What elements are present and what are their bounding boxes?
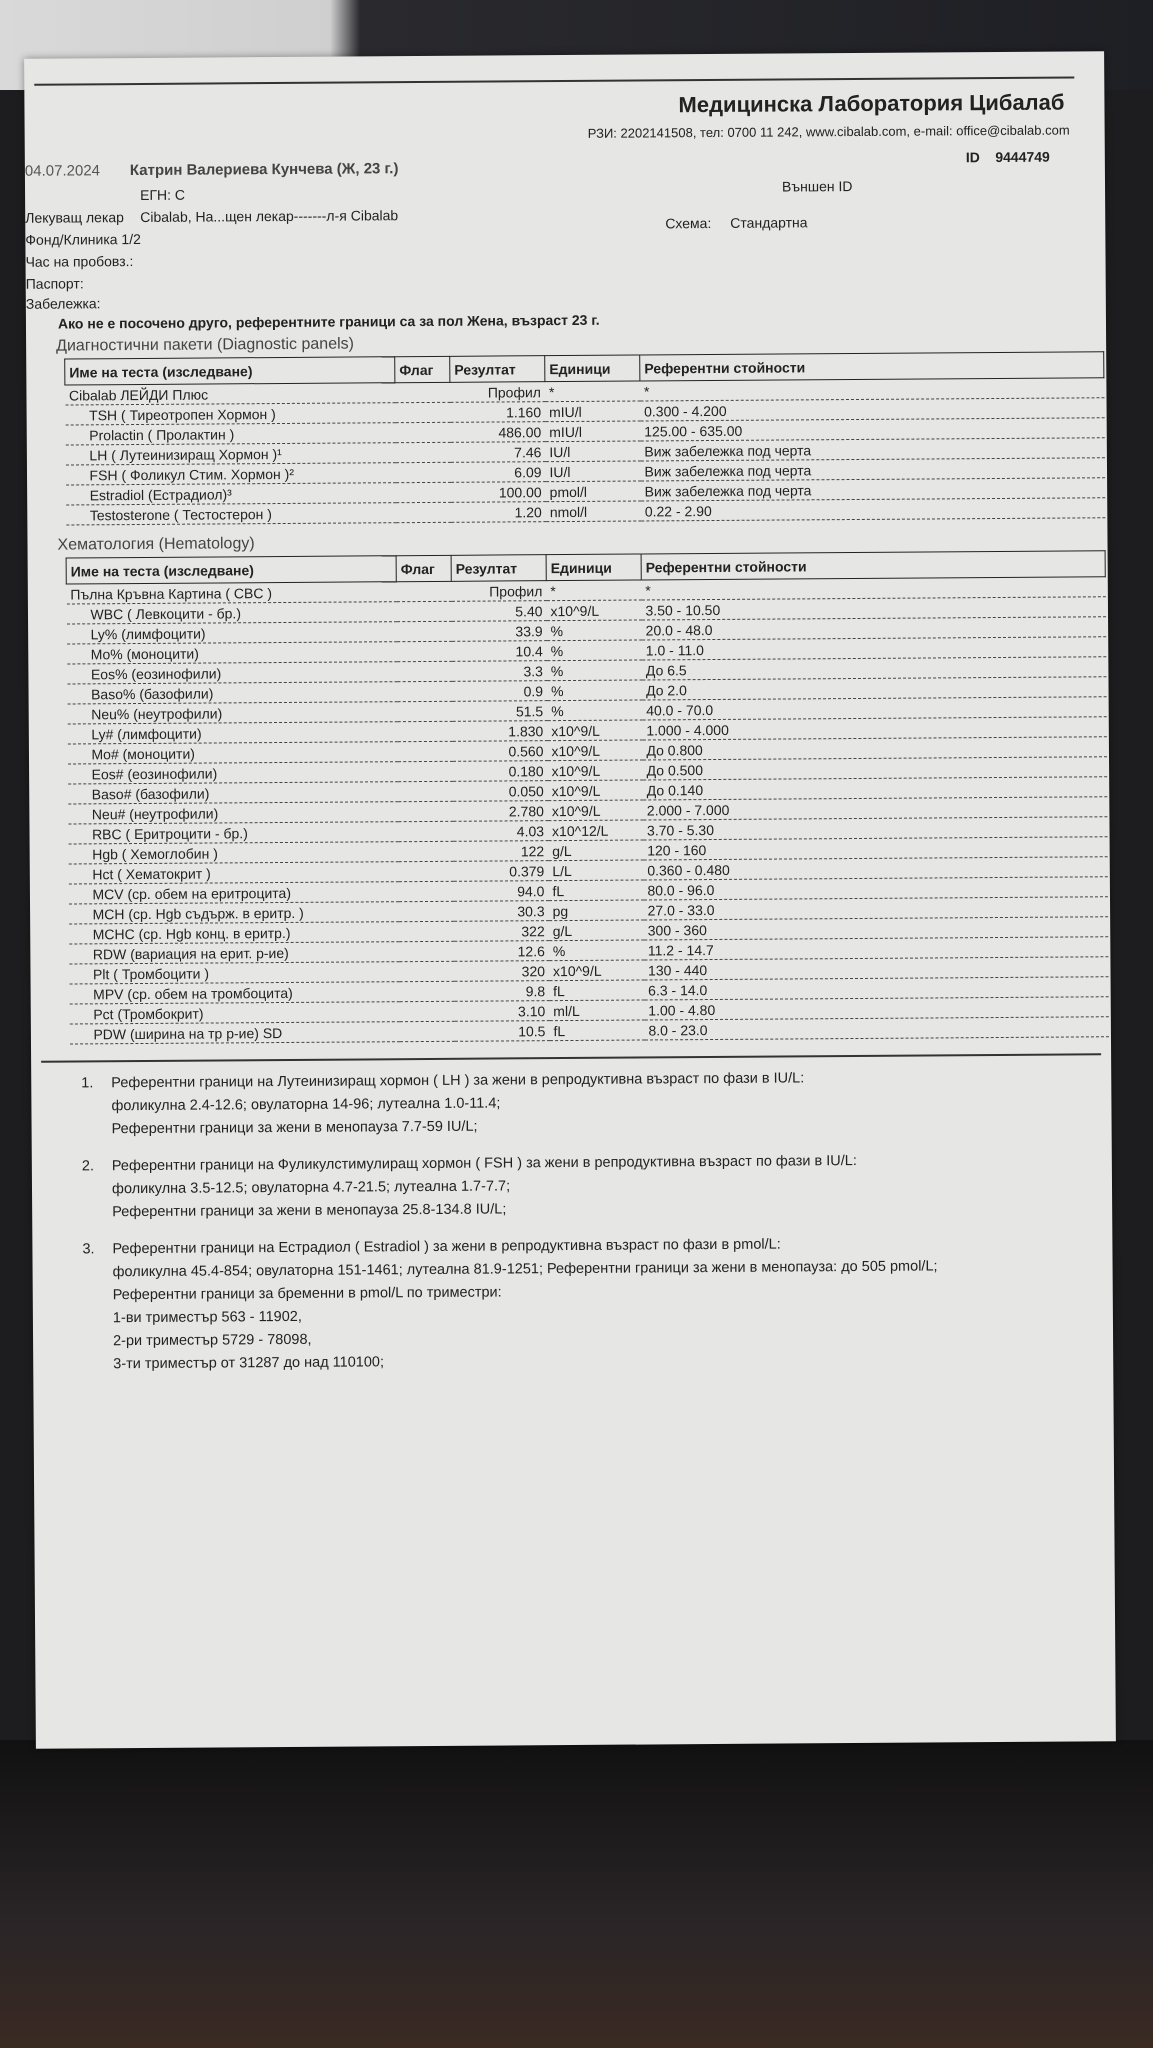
footnote-line: Референтни граници за жени в менопауза 25.8-134.8 IU/L; [112, 1201, 507, 1221]
reference-range: Виж забележка под черта [641, 478, 1105, 501]
test-name: TSH ( Тиреотропен Хормон ) [65, 403, 395, 425]
units: mIU/l [545, 421, 640, 442]
col-reference: Референтни стойности [640, 352, 1104, 381]
top-rule [34, 76, 1074, 85]
units: x10^12/L [548, 820, 643, 841]
reference-range: 3.50 - 10.50 [641, 597, 1105, 620]
flag [398, 761, 453, 781]
test-name: Ly% (лимфоцити) [67, 622, 397, 644]
flag [398, 781, 453, 801]
flag [398, 881, 453, 901]
units: % [547, 660, 642, 681]
test-name: LH ( Лутеинизиращ Хормон )¹ [65, 443, 395, 465]
units: nmol/l [546, 501, 641, 522]
result-value: 1.160 [450, 402, 545, 423]
sampling-time-label: Час на пробовз.: [25, 253, 134, 270]
result-value: 0.560 [452, 741, 547, 762]
footnote-line: фоликулна 45.4-854; овулаторна 151-1461; лутеална 81.9-1251; Референтни граници за жени в менопауза: до 505 pmol/L; [112, 1258, 938, 1281]
col-flag: Флаг [395, 356, 450, 382]
units: IU/l [545, 461, 640, 482]
reference-range: * [640, 378, 1104, 401]
result-value: Профил [451, 581, 546, 602]
result-value: 100.00 [451, 482, 546, 503]
col-name: Име на теста (изследване) [65, 357, 395, 385]
test-name: RBC ( Еритроцити - бр.) [68, 822, 398, 844]
footnote-number: 2. [81, 1158, 94, 1175]
test-name: Baso# (базофили) [68, 782, 398, 804]
flag [399, 961, 454, 981]
reference-range: 1.000 - 4.000 [642, 717, 1106, 740]
flag [399, 901, 454, 921]
reference-range: 130 - 440 [644, 957, 1108, 980]
result-value: 94.0 [453, 881, 548, 902]
units: mIU/l [545, 401, 640, 422]
result-value: 0.180 [453, 761, 548, 782]
test-name: Neu% (неутрофили) [67, 702, 397, 724]
result-value: 122 [453, 841, 548, 862]
col-units: Единици [545, 355, 640, 382]
units: % [549, 940, 644, 961]
flag [397, 641, 452, 661]
footnote-line: 2-ри триместър 5729 - 78098, [113, 1331, 312, 1350]
flag [395, 422, 450, 442]
units: x10^9/L [547, 720, 642, 741]
fund-label: Фонд/Клиника 1/2 [25, 230, 141, 248]
test-name: Estradiol (Естрадиол)³ [66, 483, 396, 505]
flag [399, 921, 454, 941]
units: x10^9/L [548, 760, 643, 781]
flag [397, 681, 452, 701]
units: x10^9/L [548, 780, 643, 801]
test-name: MCH (ср. Hgb съдърж. в еритр. ) [69, 902, 399, 924]
result-value: 4.03 [453, 821, 548, 842]
footnote-line: Референтни граници за бременни в pmol/L по триместри: [112, 1284, 502, 1304]
test-name: Пълна Кръвна Картина ( CBC ) [66, 582, 396, 604]
units: g/L [549, 920, 644, 941]
result-value: 1.830 [452, 721, 547, 742]
scheme-value: Стандартна [730, 214, 808, 231]
flag [398, 861, 453, 881]
reference-range: 0.300 - 4.200 [640, 398, 1104, 421]
units: L/L [548, 860, 643, 881]
doctor-label: Лекуващ лекар [25, 209, 124, 226]
footnote-rule [41, 1053, 1101, 1062]
hematology-section-title: Хематология (Hematology) [57, 535, 255, 554]
reference-range: 300 - 360 [644, 917, 1108, 940]
units: x10^9/L [548, 800, 643, 821]
diagnostic-section-title: Диагностични пакети (Diagnostic panels) [56, 335, 355, 355]
footnote-line: 3-ти триместър от 31287 до над 110100; [113, 1354, 385, 1373]
test-name: Eos% (еозинофили) [67, 662, 397, 684]
units: ml/L [549, 1000, 644, 1021]
flag [398, 821, 453, 841]
reference-range: 1.0 - 11.0 [642, 637, 1106, 660]
passport-label: Паспорт: [25, 275, 84, 292]
flag [398, 801, 453, 821]
reference-range: 0.360 - 0.480 [643, 857, 1107, 880]
col-flag: Флаг [396, 555, 451, 581]
flag [397, 661, 452, 681]
test-name: Baso% (базофили) [67, 682, 397, 704]
footnote-line: 1-ви триместър 563 - 11902, [112, 1308, 302, 1327]
reference-range: 20.0 - 48.0 [642, 617, 1106, 640]
flag [396, 502, 451, 522]
result-value: 51.5 [452, 701, 547, 722]
footnote-line: Референтни граници на Фуликулстимулиращ хормон ( FSH ) за жени в репродуктивна възраст по фази в IU/L: [111, 1153, 857, 1175]
footnote-line: Референтни граници за жени в менопауза 7.7-59 IU/L; [111, 1118, 478, 1138]
result-value: 12.6 [454, 941, 549, 962]
units: fL [548, 880, 643, 901]
units: % [547, 640, 642, 661]
result-value: 7.46 [450, 442, 545, 463]
result-value: 3.10 [454, 1001, 549, 1022]
footnotes [81, 1065, 1113, 1376]
units: x10^9/L [547, 740, 642, 761]
flag [397, 741, 452, 761]
test-name: Ly# (лимфоцити) [67, 722, 397, 744]
report-date: 04.07.2024 [24, 162, 101, 180]
egn-label: ЕГН: С [140, 186, 186, 203]
reference-range: 125.00 - 635.00 [640, 418, 1104, 441]
result-value: 486.00 [450, 422, 545, 443]
units: g/L [548, 840, 643, 861]
result-value: 9.8 [454, 981, 549, 1002]
note-label: Забележка: [25, 295, 101, 312]
reference-range: 6.3 - 14.0 [644, 977, 1108, 1000]
reference-range: 80.0 - 96.0 [643, 877, 1107, 900]
test-name: Eos# (еозинофили) [68, 762, 398, 784]
units: % [547, 620, 642, 641]
footnote-line: фоликулна 3.5-12.5; овулаторна 4.7-21.5; лутеална 1.7-7.7; [111, 1178, 511, 1198]
background-bottom [0, 1740, 1153, 2048]
result-value: 2.780 [453, 801, 548, 822]
units: fL [549, 1020, 644, 1041]
reference-range: 120 - 160 [643, 837, 1107, 860]
result-value: 0.9 [452, 681, 547, 702]
lab-contact-info: РЗИ: 2202141508, тел: 0700 11 242, www.cibalab.com, e-mail: office@cibalab.com [587, 122, 1070, 141]
test-name: WBC ( Левкоцити - бр.) [66, 602, 396, 624]
flag [395, 402, 450, 422]
reference-range: 11.2 - 14.7 [644, 937, 1108, 960]
test-name: PDW (ширина на тр р-ие) SD [69, 1022, 399, 1044]
lab-report-page [24, 51, 1116, 1748]
units: % [547, 680, 642, 701]
flag [399, 1001, 454, 1021]
flag [396, 601, 451, 621]
footnote-number: 1. [81, 1075, 94, 1092]
reference-range: 27.0 - 33.0 [644, 897, 1108, 920]
test-name: Hct ( Хематокрит ) [68, 862, 398, 884]
id-label: ID [965, 149, 980, 166]
test-name: Mo# (моноцити) [67, 742, 397, 764]
reference-range: До 0.140 [643, 777, 1107, 800]
patient-name: Катрин Валериева Кунчева (Ж, 23 г.) [129, 160, 399, 180]
reference-range: До 0.800 [642, 737, 1106, 760]
footnote-item [82, 1231, 1113, 1376]
footnote-line: Референтни граници на Лутеинизиращ хормон ( LH ) за жени в репродуктивна възраст по фази в IU/L: [111, 1070, 805, 1092]
test-name: MCV (ср. обем на еритроцита) [68, 882, 398, 904]
units: pg [549, 900, 644, 921]
result-value: 10.4 [452, 641, 547, 662]
reference-range: * [641, 577, 1105, 600]
result-value: 0.050 [453, 781, 548, 802]
units: * [546, 580, 641, 601]
flag [398, 841, 453, 861]
flag [396, 581, 451, 601]
reference-range: 0.22 - 2.90 [641, 498, 1105, 521]
result-value: 6.09 [450, 462, 545, 483]
units: * [545, 381, 640, 402]
reference-range: 8.0 - 23.0 [644, 1017, 1108, 1040]
result-value: 320 [454, 961, 549, 982]
result-value: 5.40 [451, 601, 546, 622]
flag [395, 382, 450, 402]
test-name: Neu# (неутрофили) [68, 802, 398, 824]
units: pmol/l [546, 481, 641, 502]
units: fL [549, 980, 644, 1001]
test-name: Hgb ( Хемоглобин ) [68, 842, 398, 864]
test-name: MCHC (ср. Hgb конц. в еритр.) [69, 922, 399, 944]
units: IU/l [545, 441, 640, 462]
reference-range: До 6.5 [642, 657, 1106, 680]
reference-range: 3.70 - 5.30 [643, 817, 1107, 840]
report-body [26, 307, 1113, 1391]
flag [395, 462, 450, 482]
hematology-table [66, 550, 1109, 1044]
diagnostic-table [64, 351, 1105, 525]
reference-range: Виж забележка под черта [640, 458, 1104, 481]
external-id-label: Външен ID [781, 178, 853, 195]
result-value: 30.3 [454, 901, 549, 922]
test-name: Pct (Тромбокрит) [69, 1002, 399, 1024]
flag [395, 442, 450, 462]
reference-range: 2.000 - 7.000 [643, 797, 1107, 820]
test-name: RDW (вариация на ерит. р-ие) [69, 942, 399, 964]
lab-name: Медицинска Лаборатория Цибалаб [678, 89, 1065, 118]
flag [397, 621, 452, 641]
doctor-value: Cibalab, На...щен лекар-------л-я Cibalab [140, 207, 399, 225]
footnote-item [81, 1065, 1111, 1141]
test-name: Mo% (моноцити) [67, 642, 397, 664]
flag [399, 981, 454, 1001]
flag [396, 482, 451, 502]
col-units: Единици [546, 554, 641, 581]
col-name: Име на теста (изследване) [66, 556, 396, 584]
result-value: 322 [454, 921, 549, 942]
units: % [547, 700, 642, 721]
reference-range: 40.0 - 70.0 [642, 697, 1106, 720]
result-value: Профил [450, 382, 545, 403]
flag [399, 1021, 454, 1041]
col-result: Резултат [450, 356, 545, 383]
footnote-line: фоликулна 2.4-12.6; овулаторна 14-96; лутеална 1.0-11.4; [111, 1095, 501, 1115]
result-value: 1.20 [451, 502, 546, 523]
test-name: FSH ( Фоликул Стим. Хормон )² [65, 463, 395, 485]
reference-range: Виж забележка под черта [640, 438, 1104, 461]
reference-note: Ако не е посочено друго, референтните граници са за пол Жена, възраст 23 г. [57, 311, 600, 332]
test-name: Plt ( Тромбоцити ) [69, 962, 399, 984]
test-name: Testosterone ( Тестостерон ) [66, 503, 396, 525]
col-reference: Референтни стойности [641, 551, 1105, 580]
test-name: Cibalab ЛЕЙДИ Плюс [65, 383, 395, 405]
test-name: MPV (ср. обем на тромбоцита) [69, 982, 399, 1004]
col-result: Резултат [451, 555, 546, 582]
flag [399, 941, 454, 961]
footnote-number: 3. [82, 1241, 95, 1258]
reference-range: До 2.0 [642, 677, 1106, 700]
flag [397, 701, 452, 721]
scheme-label: Схема: [665, 214, 712, 232]
id-value: 9444749 [995, 148, 1050, 166]
test-name: Prolactin ( Пролактин ) [65, 423, 395, 445]
result-value: 0.379 [453, 861, 548, 882]
reference-range: До 0.500 [643, 757, 1107, 780]
units: x10^9/L [549, 960, 644, 981]
result-value: 33.9 [452, 621, 547, 642]
footnote-item [82, 1148, 1112, 1224]
result-value: 10.5 [454, 1021, 549, 1042]
units: x10^9/L [546, 600, 641, 621]
reference-range: 1.00 - 4.80 [644, 997, 1108, 1020]
flag [397, 721, 452, 741]
result-value: 3.3 [452, 661, 547, 682]
footnote-line: Референтни граници на Естрадиол ( Estradiol ) за жени в репродуктивна възраст по фази в pmol/L: [112, 1236, 781, 1258]
